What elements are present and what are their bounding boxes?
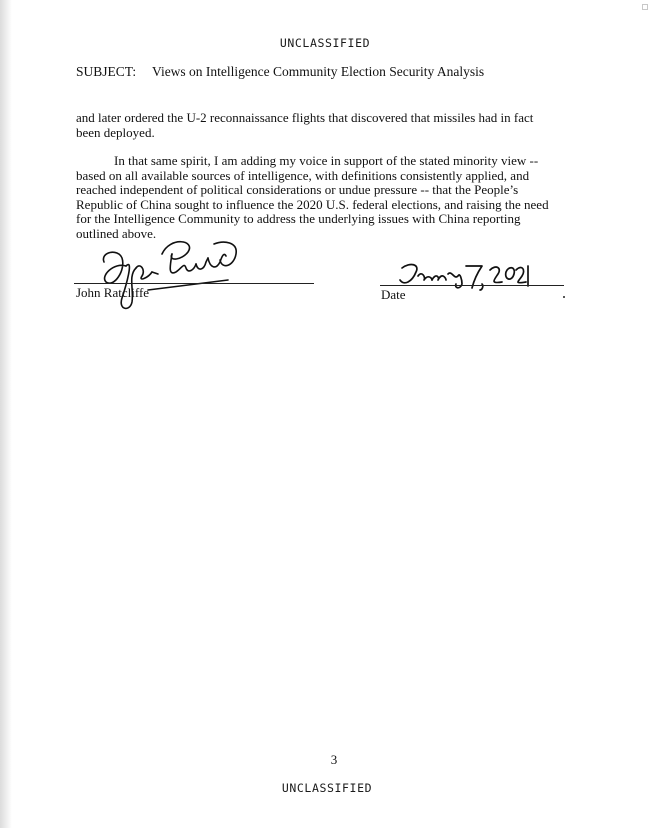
page-edge-shadow bbox=[0, 0, 12, 828]
body-paragraph-2-text: In that same spirit, I am adding my voice in support of the stated minority view -- based on all available sources of intelligence, with definitions consistently applied, and reached independent of political considerations or undue pressure -- that the People’s Republic of China sought to influence the 2020 U.S. federal elections, and raising the need for the Intelligence Community to address the underlying issues with China reporting outlined above. bbox=[76, 153, 549, 241]
subject-line bbox=[76, 64, 596, 80]
page-number: 3 bbox=[330, 752, 338, 767]
date-line bbox=[380, 285, 564, 286]
body-paragraph-1: and later ordered the U-2 reconnaissance flights that discovered that missiles had in fact been deployed. bbox=[76, 110, 534, 140]
subject-text: Views on Intelligence Community Election Security Analysis bbox=[152, 64, 485, 79]
body-paragraph-2 bbox=[76, 154, 558, 241]
signature-line bbox=[74, 283, 314, 284]
corner-mark-icon bbox=[642, 4, 648, 10]
stray-period-mark bbox=[563, 296, 565, 298]
classification-header: UNCLASSIFIED bbox=[279, 36, 371, 50]
signer-name: John Ratcliffe bbox=[76, 285, 150, 300]
subject-label: SUBJECT: bbox=[76, 64, 137, 79]
handwritten-date bbox=[396, 258, 532, 292]
classification-footer: UNCLASSIFIED bbox=[281, 781, 373, 795]
handwritten-signature bbox=[96, 232, 246, 314]
date-label: Date bbox=[381, 287, 406, 302]
